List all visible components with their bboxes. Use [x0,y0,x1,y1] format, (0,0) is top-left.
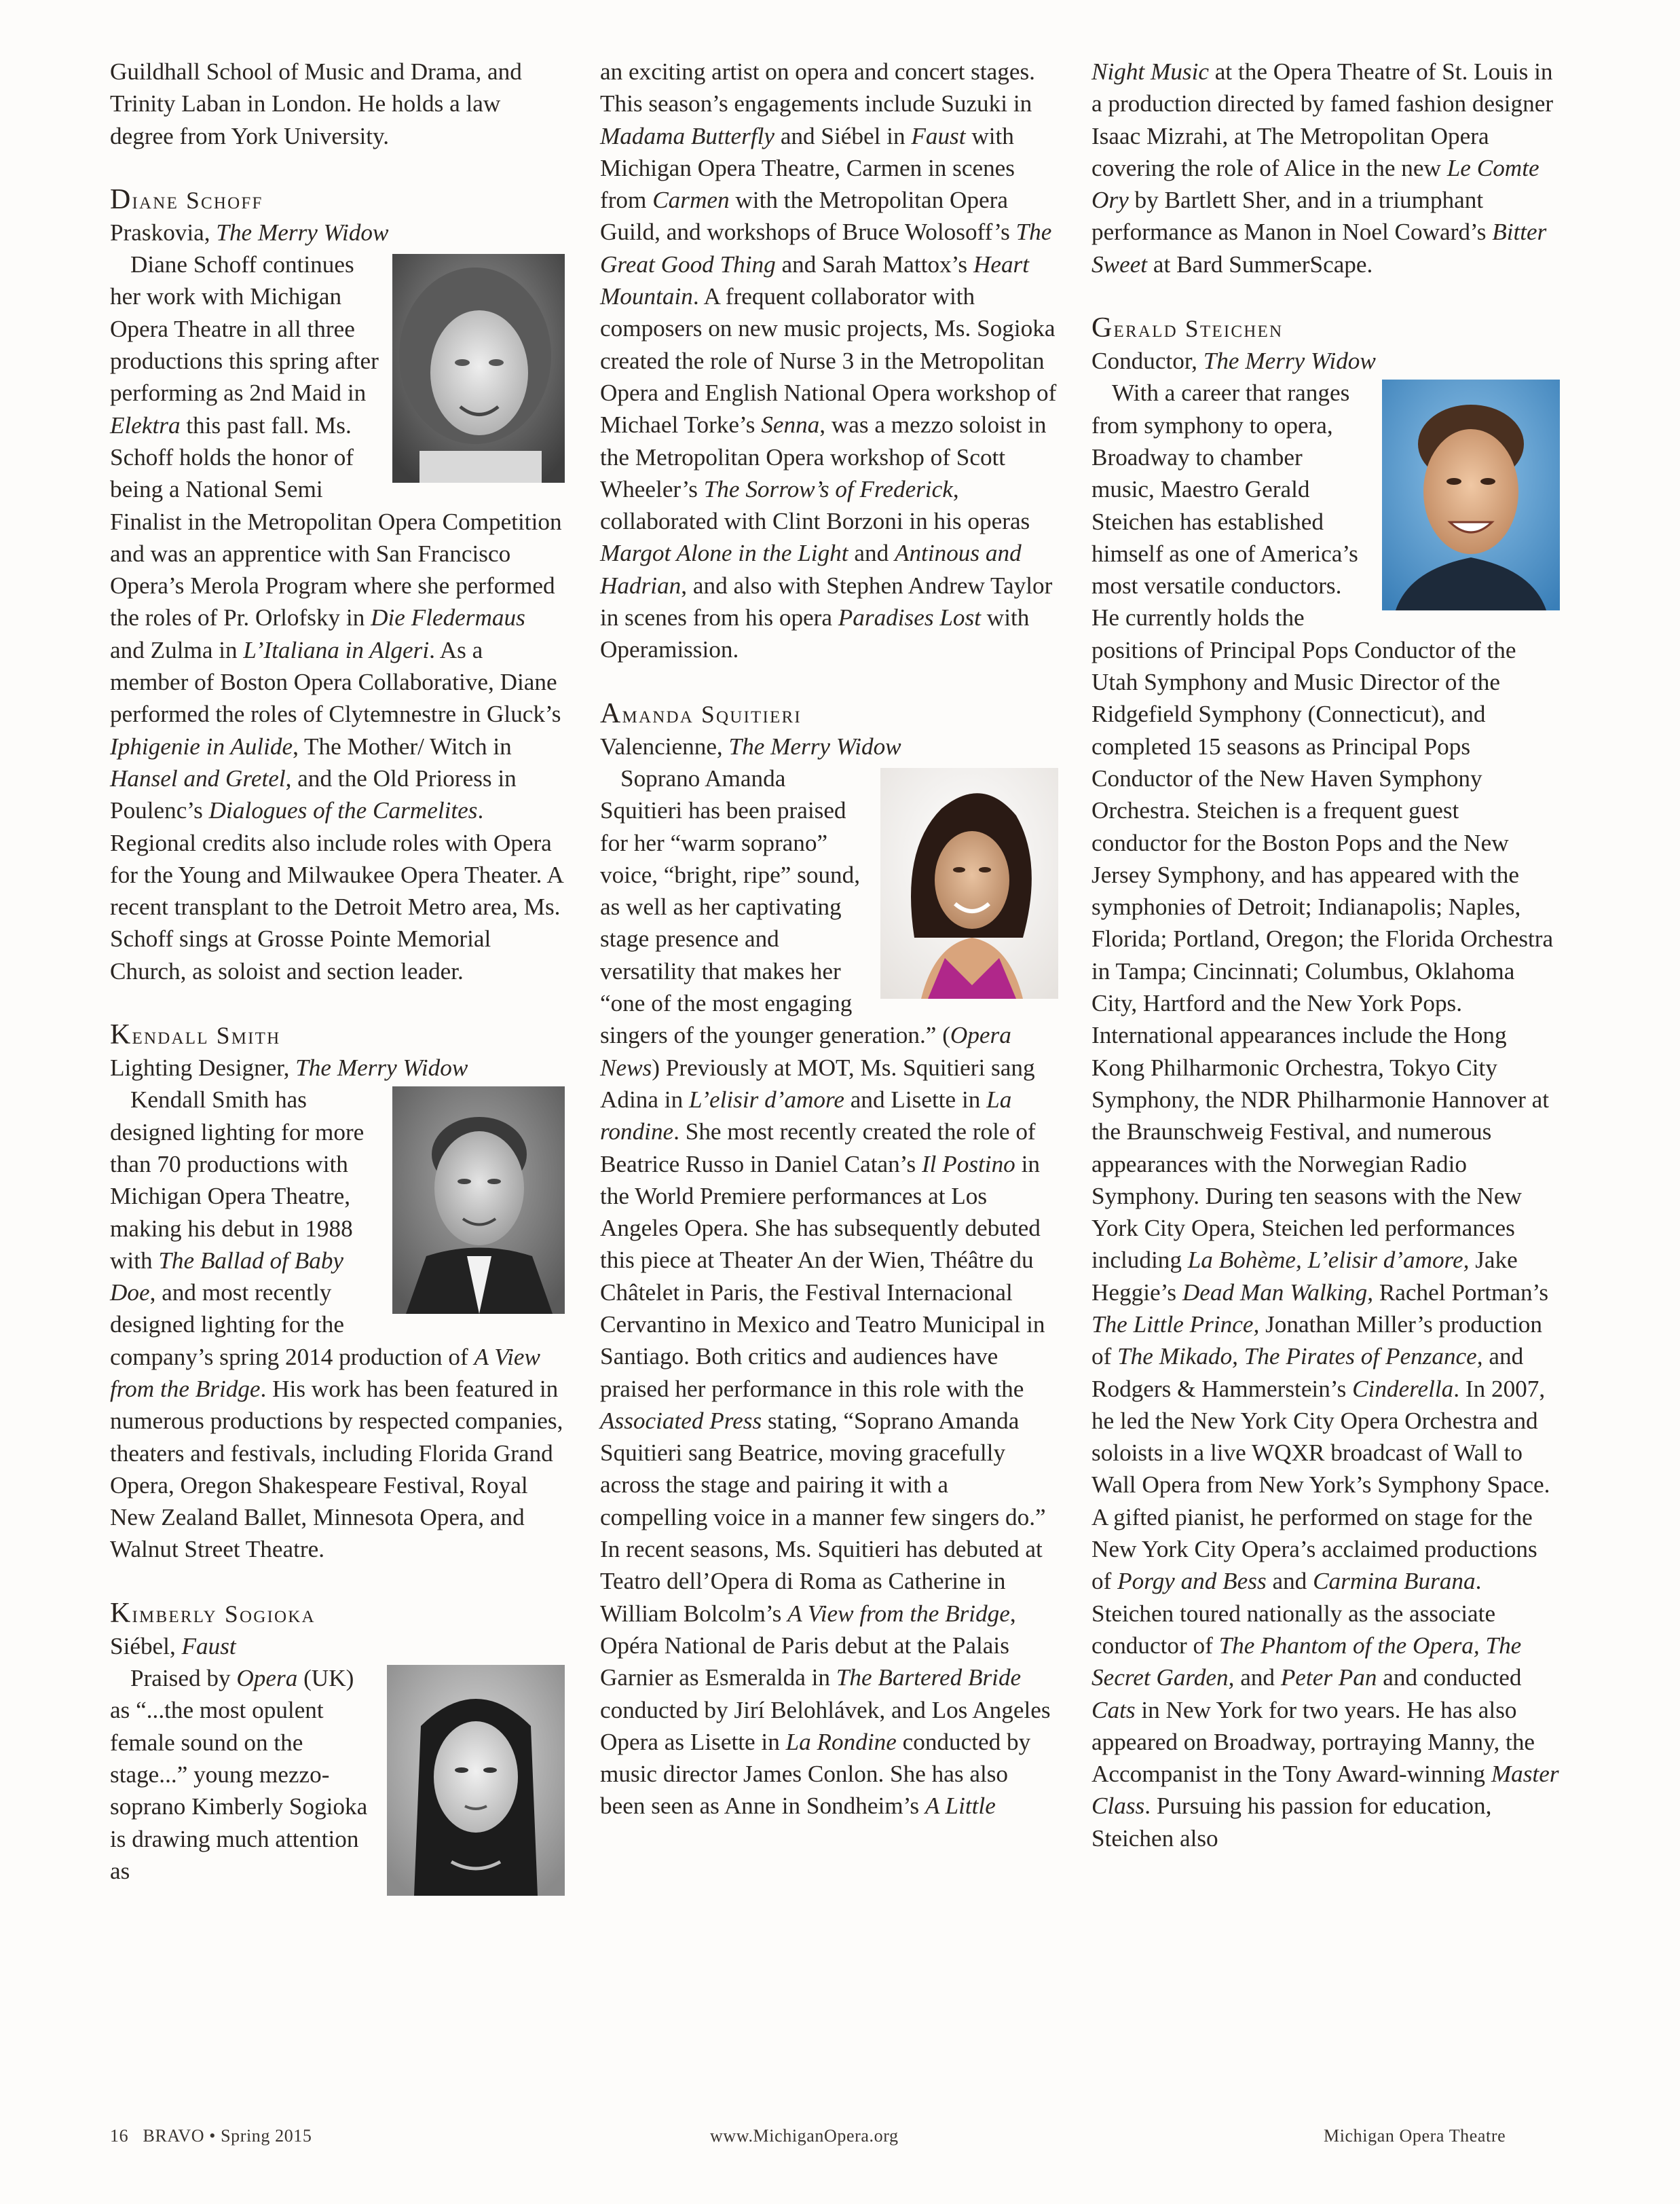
bio-body: Diane Schoff continues her work with Michigan Opera Theatre in all three productions this spring after performing as 2nd Maid in Elektra this past fall. Ms. Schoff holds the honor of being a National Semi Finalist in the Metropolitan Opera Competition and was an apprentice with San Francisco Opera’s Merola Program where she performed the roles of Pr. Orlofsky in Die Fledermaus and Zulma in L’Italiana in Algeri. As a member of Boston Opera Collaborative, Diane performed the roles of Clytemnestre in Gluck’s Iphigenie in Aulide, The Mother/ Witch in Hansel and Gretel, and the Old Prioress in Poulenc’s Dialogues of the Carmelites. Regional credits also include roles with Opera for the Young and Milwaukee Opera Theater. A recent transplant to the Detroit Metro area, Ms. Schoff sings at Grosse Pointe Memorial Church, as soloist and section leader. [110,251,563,985]
intro-text: Guildhall School of Music and Drama, and Trinity Laban in London. He holds a law degree from York University. [110,58,522,149]
footer-website: www.MichiganOpera.org [710,2126,899,2146]
headshot-photo [392,254,565,483]
bio-role: Lighting Designer, The Merry Widow [110,1054,468,1082]
bio-name: Kimberly Sogioka [110,1597,316,1629]
bio-name: Gerald Steichen [1091,312,1284,344]
bio-body: Kendall Smith has designed lighting for more than 70 productions with Michigan Opera Theatre, making his debut in 1988 with The Ballad of Baby Doe, and most recently designed lighting for the company’s spring 2014 production of A View from the Bridge. His work has been featured in numerous productions by respected companies, theaters and festivals, including Florida Grand Opera, Oregon Shakespeare Festival, Royal New Zealand Ballet, Minnesota Opera, and Walnut Street Theatre. [110,1086,563,1563]
headshot-photo [1382,380,1560,610]
headshot-photo [392,1086,565,1314]
bio-name: Amanda Squitieri [600,697,802,729]
bio-gerald-steichen [1091,312,1560,1854]
bio-continued: Night Music at the Opera Theatre of St. Louis in a production directed by famed fashion designer Isaac Mizrahi, at The Metropolitan Opera covering the role of Alice in the new Le Comte Ory by Bartlett Sher, and in a triumphant performance as Manon in Noel Coward’s Bitter Sweet at Bard SummerScape. [1091,58,1554,278]
headshot-photo [387,1665,565,1896]
headshot-photo [880,768,1058,999]
bio-role: Valencienne, The Merry Widow [600,733,901,760]
bio-kimberly-sogioka [110,1598,565,1887]
footer-page-info: 16 BRAVO • Spring 2015 [110,2126,312,2146]
column-2 [600,56,1058,1822]
bio-amanda-squitieri [600,698,1058,1822]
bio-body: Praised by Opera (UK) as “...the most opulent female sound on the stage...” young mezzo-soprano Kimberly Sogioka is drawing much attention as [110,1665,368,1884]
bio-role: Siébel, Faust [110,1632,236,1659]
bio-name: Kendall Smith [110,1019,281,1051]
bio-continued: an exciting artist on opera and concert stages. This season’s engagements include Suzuki in Madama Butterfly and Siébel in Faust with Michigan Opera Theatre, Carmen in scenes from Carmen with the Metropolitan Opera Guild, and workshops of Bruce Wolosoff’s The Great Good Thing and Sarah Mattox’s Heart Mountain. A frequent collaborator with composers on new music projects, Ms. Sogioka created the role of Nurse 3 in the Metropolitan Opera and English National Opera workshop of Michael Torke’s Senna, was a mezzo soloist in the Metropolitan Opera workshop of Scott Wheeler’s The Sorrow’s of Frederick, collaborated with Clint Borzoni in his operas Margot Alone in the Light and Antinous and Hadrian, and also with Stephen Andrew Taylor in scenes from his opera Paradises Lost with Operamission. [600,58,1057,663]
bio-kendall-smith [110,1019,565,1566]
bio-body: With a career that ranges from symphony to opera, Broadway to chamber music, Maestro Gerald Steichen has established himself as one of America’s most versatile conductors. He currently holds the positions of Principal Pops Conductor of the Utah Symphony and Music Director of the Ridgefield Symphony (Connecticut), and completed 15 seasons as Principal Pops Conductor of the New Haven Symphony Orchestra. Steichen is a frequent guest conductor for the Boston Pops and the New Jersey Symphony, and has appeared with the symphonies of Detroit; Indianapolis; Naples, Florida; Portland, Oregon; the Florida Orchestra in Tampa; Cincinnati; Columbus, Oklahoma City, Hartford and the New York Pops. International appearances include the Hong Kong Philharmonic Orchestra, Tokyo City Symphony, the NDR Philharmonie Hannover at the Braunschweig Festival, and numerous appearances with the Norwegian Radio Symphony. During ten seasons with the New York City Opera, Steichen led performances including La Bohème, L’elisir d’amore, Jake Heggie’s Dead Man Walking, Rachel Portman’s The Little Prince, Jonathan Miller’s production of The Mikado, The Pirates of Penzance, and Rodgers & Hammerstein’s Cinderella. In 2007, he led the New York City Opera Orchestra and soloists in a live WQXR broadcast of Wall to Wall Opera from New York’s Symphony Space. A gifted pianist, he performed on stage for the New York City Opera’s acclaimed productions of Porgy and Bess and Carmina Burana. Steichen toured nationally as the associate conductor of The Phantom of the Opera, The Secret Garden, and Peter Pan and conducted Cats in New York for two years. He has also appeared on Broadway, portraying Manny, the Accompanist in the Tony Award-winning Master Class. Pursuing his passion for education, Steichen also [1091,380,1559,1852]
bio-diane-schoff [110,184,565,987]
footer-publisher: Michigan Opera Theatre [1324,2126,1506,2146]
bio-name: Diane Schoff [110,183,263,215]
bio-role: Conductor, The Merry Widow [1091,348,1376,375]
bio-body: Soprano Amanda Squitieri has been praised for her “warm soprano” voice, “bright, ripe” sound, as well as her captivating stage presence and versatility that makes her “one of the most engaging singers of the younger generation.” (Opera News) Previously at MOT, Ms. Squitieri sang Adina in L’elisir d’amore and Lisette in La rondine. She most recently created the role of Beatrice Russo in Daniel Catan’s Il Postino in the World Premiere performances at Los Angeles Opera. She has subsequently debuted this piece at Theater An der Wien, Théâtre du Châtelet in Paris, the Festival Internacional Cervantino in Mexico and Teatro Municipal in Santiago. Both critics and audiences have praised her performance in this role with the Associated Press stating, “Soprano Amanda Squitieri sang Beatrice, moving gracefully across the stage and pairing it with a compelling voice in a manner few singers do.” In recent seasons, Ms. Squitieri has debuted at Teatro dell’Opera di Roma as Catherine in William Bolcolm’s A View from the Bridge, Opéra National de Paris debut at the Palais Garnier as Esmeralda in The Bartered Bride conducted by Jirí Belohlávek, and Los Angeles Opera as Lisette in La Rondine conducted by music director James Conlon. She has also been seen as Anne in Sondheim’s A Little [600,765,1051,1820]
column-3 [1091,56,1560,1854]
column-1 [110,56,565,1900]
bio-role: Praskovia, The Merry Widow [110,219,389,246]
